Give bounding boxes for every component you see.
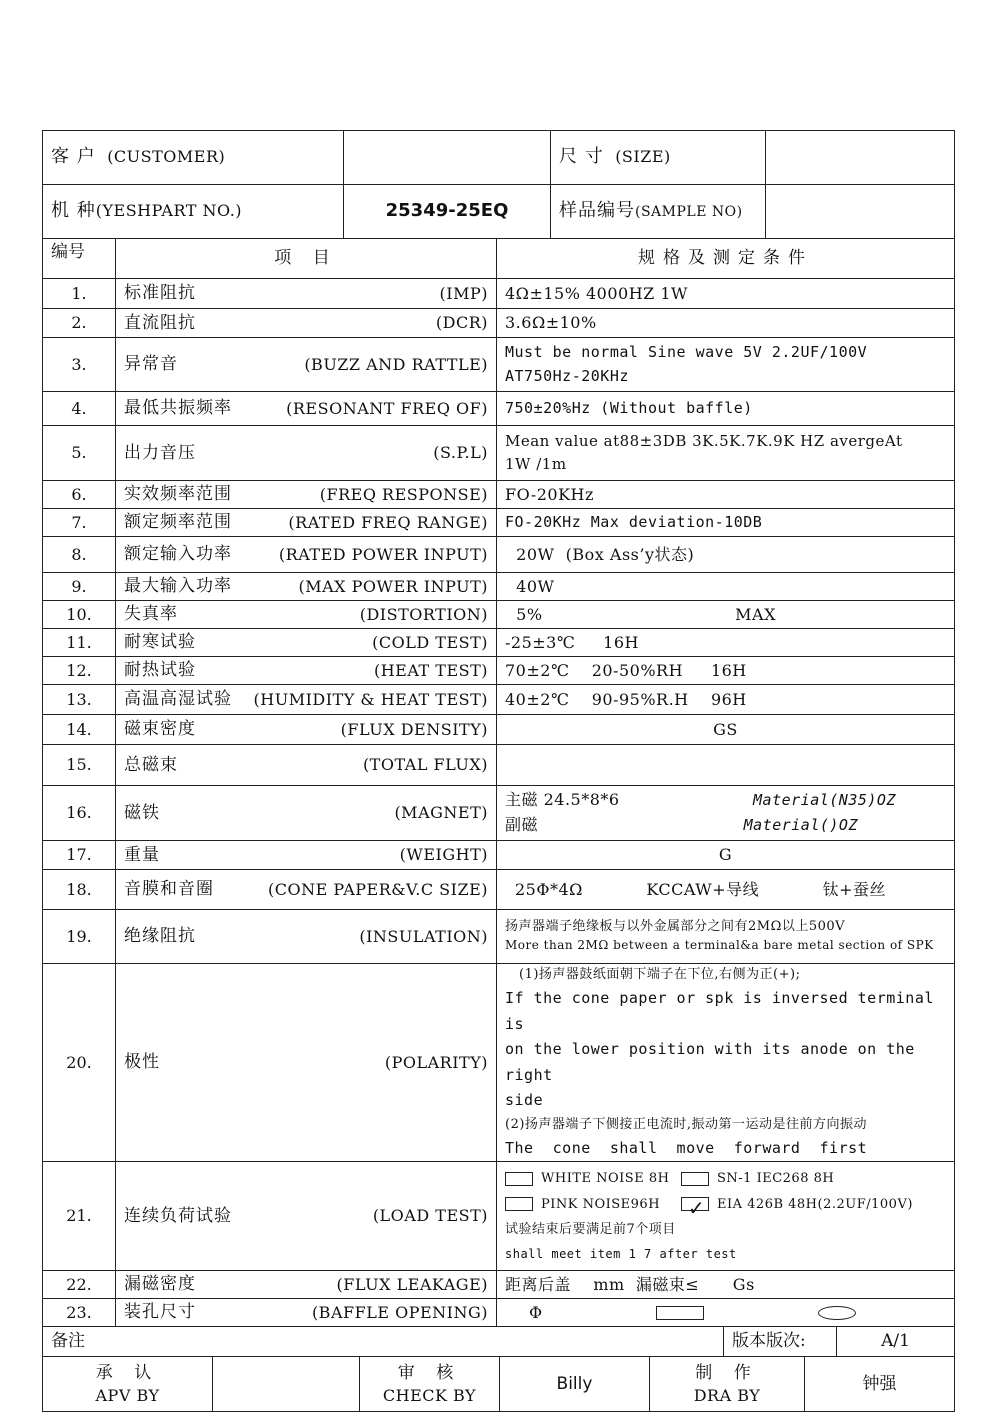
load-option-sn1[interactable]: SN-1 IEC268 8H — [681, 1166, 834, 1191]
column-header-spec: 规格及测定条件 — [497, 239, 955, 279]
table-row: 4. 最低共振频率 (RESONANT FREQ OF) 750±20%Hz (Without baffle) — [43, 392, 955, 426]
table-row: 5. 出力音压 (S.P.L) Mean value at88±3DB 3K.5K.7K.9K HZ avergeAt 1W /1m — [43, 426, 955, 481]
version-value: A/1 — [837, 1327, 955, 1357]
approve-value — [213, 1357, 360, 1412]
checkbox-checked-icon — [681, 1197, 709, 1211]
spec-sheet — [42, 130, 954, 1412]
version-label: 版本版次: — [724, 1327, 837, 1357]
check-label: 审 核 CHECK BY — [360, 1357, 500, 1412]
model-label: 机 种(YESHPART NO.) — [43, 185, 344, 239]
column-header-no: 编号 — [43, 239, 116, 279]
table-row: 13. 高温高湿试验 (HUMIDITY & HEAT TEST) 40±2℃ 90-95%R.H 96H — [43, 685, 955, 715]
table-row: 15. 总磁束 (TOTAL FLUX) — [43, 745, 955, 786]
table-row: 2. 直流阻抗 (DCR) 3.6Ω±10% — [43, 309, 955, 338]
checkbox-empty-icon — [505, 1197, 533, 1211]
customer-value — [344, 131, 551, 185]
checkbox-empty-icon — [681, 1172, 709, 1186]
table-row: 14. 磁束密度 (FLUX DENSITY) GS — [43, 715, 955, 745]
model-value: 25349-25EQ — [344, 185, 551, 239]
table-row: 23. 装孔尺寸 (BAFFLE OPENING) Φ — [43, 1299, 955, 1327]
table-row: 3. 异常音 (BUZZ AND RATTLE) Must be normal Sine wave 5V 2.2UF/100V AT750Hz-20KHz — [43, 338, 955, 392]
oval-opening-icon — [818, 1306, 856, 1320]
table-row: 10. 失真率 (DISTORTION) 5% MAX — [43, 601, 955, 629]
table-row: 7. 额定频率范围 (RATED FREQ RANGE) FO-20KHz Max deviation-10DB — [43, 509, 955, 537]
load-option-eia[interactable]: ✓ EIA 426B 48H(2.2UF/100V) — [681, 1192, 913, 1217]
table-row: 16. 磁铁 (MAGNET) 主磁 24.5*8*6 Material(N35)OZ 副磁 Material()OZ — [43, 786, 955, 841]
header-table — [42, 130, 955, 239]
table-row: 18. 音膜和音圈 (CONE PAPER&V.C SIZE) 25Φ*4Ω KCCAW+导线 钛+蚕丝 — [43, 870, 955, 910]
approve-label: 承 认 APV BY — [43, 1357, 213, 1412]
size-value — [766, 131, 955, 185]
table-row: 6. 实效频率范围 (FREQ RESPONSE) FO-20KHz — [43, 481, 955, 509]
draw-label: 制 作 DRA BY — [650, 1357, 805, 1412]
draw-value: 钟强 — [805, 1357, 955, 1412]
load-option-pink-noise[interactable]: PINK NOISE96H — [505, 1192, 681, 1217]
remarks-label: 备注 — [43, 1327, 724, 1357]
table-row: 20. 极性 (POLARITY) (1)扬声器鼓纸面朝下端子在下位,右侧为正(+); If the cone paper or spk is inversed terminal is on the lower position with its anode on the right side (2)扬声器端子下侧接正电流时,振动第一运动是往前方向振动 The cone shall move forward first — [43, 964, 955, 1162]
size-label: 尺 寸 (SIZE) — [551, 131, 766, 185]
customer-label: 客 户 (CUSTOMER) — [43, 131, 344, 185]
rectangle-opening-icon — [656, 1306, 704, 1320]
spec-table — [42, 238, 955, 1327]
table-row: 8. 额定输入功率 (RATED POWER INPUT) 20W (Box Ass’y状态) — [43, 537, 955, 573]
table-row: 9. 最大输入功率 (MAX POWER INPUT) 40W — [43, 573, 955, 601]
column-header-item: 项 目 — [116, 239, 497, 279]
load-option-white-noise[interactable]: WHITE NOISE 8H — [505, 1166, 681, 1191]
sample-value — [766, 185, 955, 239]
table-row: 11. 耐寒试验 (COLD TEST) -25±3℃ 16H — [43, 629, 955, 657]
checkbox-empty-icon — [505, 1172, 533, 1186]
signoff-table — [42, 1356, 955, 1412]
table-row: 1. 标准阻抗 (IMP) 4Ω±15% 4000HZ 1W — [43, 279, 955, 309]
table-row: 21. 连续负荷试验 (LOAD TEST) WHITE NOISE 8H SN-1 IEC268 8H PINK NOISE96H ✓ EIA 426B 48H(2.2UF/100V) 试验结束后要满足前7个项目 shall meet item 1 7 after test — [43, 1162, 955, 1271]
check-value: Billy — [500, 1357, 650, 1412]
table-row: 17. 重量 (WEIGHT) G — [43, 841, 955, 870]
table-row: 19. 绝缘阻抗 (INSULATION) 扬声器端子绝缘板与以外金属部分之间有2MΩ以上500V More than 2MΩ between a terminal&a bare metal section of SPK — [43, 910, 955, 964]
remarks-table — [42, 1326, 955, 1357]
table-row: 22. 漏磁密度 (FLUX LEAKAGE) 距离后盖 mm 漏磁束≤ Gs — [43, 1271, 955, 1299]
table-row: 12. 耐热试验 (HEAT TEST) 70±2℃ 20-50%RH 16H — [43, 657, 955, 685]
sample-label: 样品编号(SAMPLE NO) — [551, 185, 766, 239]
